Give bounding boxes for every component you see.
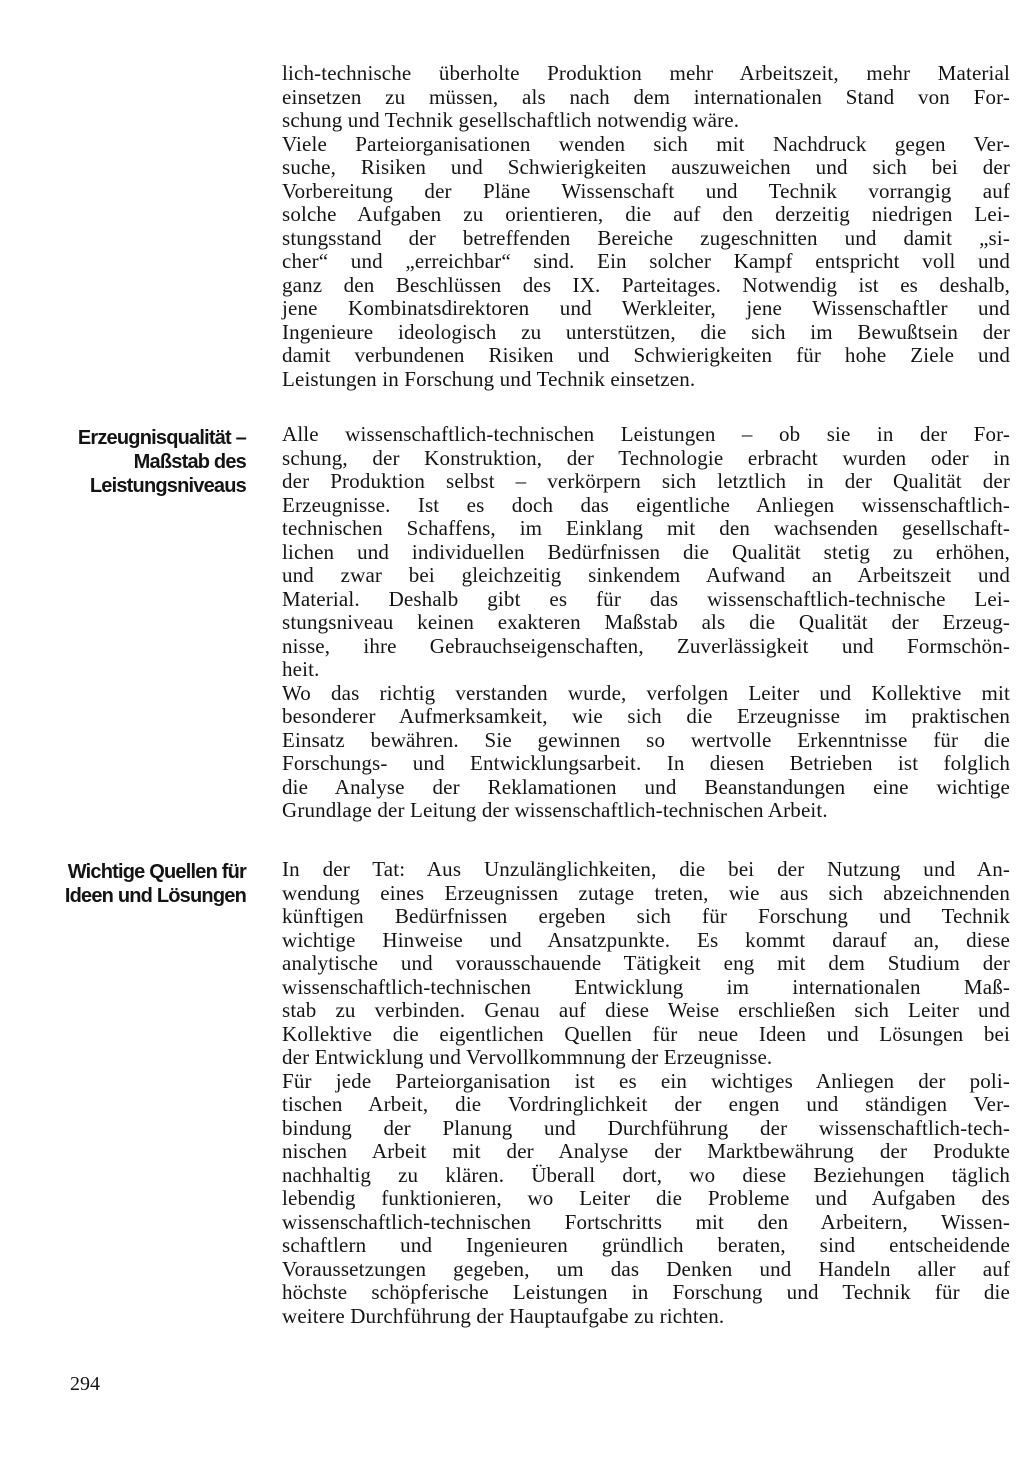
sidenote-line: Maßstab des — [133, 451, 246, 473]
text-line: lich-technische überholte Produktion mehr Arbeitszeit, mehr Material — [282, 61, 1010, 85]
text-line: der Produktion selbst – verkörpern sich letztlich in der Qualität der — [282, 469, 1010, 493]
text-line: stungsniveau keinen exakteren Maßstab als die Qualität der Erzeug- — [282, 610, 1010, 634]
sidenote-line: Ideen und Lösungen — [64, 885, 246, 907]
text-line: weitere Durchführung der Hauptaufgabe zu richten. — [282, 1303, 725, 1328]
text-line: nachhaltig zu klären. Überall dort, wo diese Beziehungen täglich — [282, 1162, 1010, 1187]
paragraph — [282, 682, 1010, 823]
text-line: suche, Risiken und Schwierigkeiten auszuweichen und sich bei der — [282, 155, 1010, 179]
section-wichtige-quellen — [282, 858, 1010, 1328]
paragraph — [282, 423, 1010, 682]
text-line: wendung eines Erzeugnissen zutage treten, wie aus sich abzeichnenden — [282, 880, 1010, 905]
text-line: heit. — [282, 657, 320, 681]
text-line: Viele Parteiorganisationen wenden sich mit Nachdruck gegen Ver- — [282, 131, 1010, 156]
text-line: Einsatz bewähren. Sie gewinnen so wertvolle Erkenntnisse für die — [282, 727, 1010, 752]
text-line: damit verbundenen Risiken und Schwierigkeiten für hohe Ziele und — [282, 343, 1010, 367]
text-line: lichen und individuellen Bedürfnissen die Qualität stetig zu erhöhen, — [282, 539, 1010, 564]
text-line: und zwar bei gleichzeitig sinkendem Aufwand an Arbeitszeit und — [282, 563, 1010, 587]
text-line: einsetzen zu müssen, als nach dem internationalen Stand von For- — [282, 84, 1010, 109]
page-number: 294 — [70, 1373, 100, 1395]
text-line: stungsstand der betreffenden Bereiche zugeschnitten und damit „si- — [282, 225, 1010, 250]
text-line: Vorbereitung der Pläne Wissenschaft und Technik vorrangig auf — [282, 178, 1010, 203]
text-line: stab zu verbinden. Genau auf diese Weise erschließen sich Leiter und — [282, 998, 1010, 1022]
text-line: Ingenieure ideologisch zu unterstützen, die sich im Bewußtsein der — [282, 319, 1010, 344]
paragraph — [282, 858, 1010, 1070]
text-line: wichtige Hinweise und Ansatzpunkte. Es kommt darauf an, diese — [282, 927, 1010, 952]
sidenote-line: Leistungsniveaus — [89, 475, 246, 497]
text-line: bindung der Planung und Durchführung der wissenschaftlich-tech- — [282, 1115, 1010, 1140]
text-line: schaftlern und Ingenieuren gründlich beraten, sind entscheidende — [282, 1233, 1010, 1257]
text-line: solche Aufgaben zu orientieren, die auf den derzeitig niedrigen Lei- — [282, 202, 1010, 226]
text-line: Für jede Parteiorganisation ist es ein wichtiges Anliegen der poli- — [282, 1068, 1010, 1093]
text-line: Alle wissenschaftlich-technischen Leistungen – ob sie in der For- — [282, 422, 1010, 446]
text-line: schung, der Konstruktion, der Technologie erbracht wurden oder in — [282, 445, 1010, 470]
paragraph — [282, 62, 1010, 133]
section-continuation — [282, 62, 1010, 391]
text-line: Voraussetzungen gegeben, um das Denken und Handeln aller auf — [282, 1256, 1010, 1281]
paragraph — [282, 133, 1010, 392]
section-erzeugnisqualitaet — [282, 423, 1010, 823]
text-line: Kollektive die eigentlichen Quellen für neue Ideen und Lösungen bei — [282, 1021, 1010, 1046]
text-line: wissenschaftlich-technischen Fortschritts mit den Arbeitern, Wissen- — [282, 1209, 1010, 1234]
text-line: wissenschaftlich-technischen Entwicklung im internationalen Maß- — [282, 974, 1010, 999]
text-line: Wo das richtig verstanden wurde, verfolgen Leiter und Kollektive mit — [282, 680, 1010, 705]
text-line: Leistungen in Forschung und Technik einsetzen. — [282, 366, 696, 391]
text-line: lebendig funktionieren, wo Leiter die Probleme und Aufgaben des — [282, 1186, 1010, 1210]
text-line: cher“ und „erreichbar“ sind. Ein solcher Kampf entspricht voll und — [282, 249, 1010, 273]
text-line: besonderer Aufmerksamkeit, wie sich die Erzeugnisse im praktischen — [282, 704, 1010, 728]
text-line: analytische und vorausschauende Tätigkeit eng mit dem Studium der — [282, 951, 1010, 975]
sidenote-line: Erzeugnisqualität – — [77, 427, 246, 449]
text-line: Material. Deshalb gibt es für das wissenschaftlich-technische Lei- — [282, 586, 1010, 611]
sidenote-erzeugnisqualitaet — [26, 426, 246, 498]
paragraph — [282, 1070, 1010, 1329]
text-line: schung und Technik gesellschaftlich notwendig wäre. — [282, 108, 740, 132]
text-line: technischen Schaffens, im Einklang mit den wachsenden gesellschaft- — [282, 516, 1010, 540]
text-line: Grundlage der Leitung der wissenschaftlich-technischen Arbeit. — [282, 798, 828, 822]
text-line: die Analyse der Reklamationen und Beanstandungen eine wichtige — [282, 774, 1010, 799]
text-line: Forschungs- und Entwicklungsarbeit. In diesen Betrieben ist folglich — [282, 751, 1010, 775]
text-line: jene Kombinatsdirektoren und Werkleiter, jene Wissenschaftler und — [282, 296, 1010, 320]
text-line: In der Tat: Aus Unzulänglichkeiten, die bei der Nutzung und An- — [282, 857, 1010, 881]
text-line: ganz den Beschlüssen des IX. Parteitages. Notwendig ist es deshalb, — [282, 272, 1010, 297]
text-line: höchste schöpferische Leistungen in Forschung und Technik für die — [282, 1280, 1010, 1304]
text-line: Erzeugnisse. Ist es doch das eigentliche Anliegen wissenschaftlich- — [282, 492, 1010, 517]
sidenote-line: Wichtige Quellen für — [67, 861, 246, 883]
text-line: nischen Arbeit mit der Analyse der Marktbewährung der Produkte — [282, 1139, 1010, 1163]
text-line: künftigen Bedürfnissen ergeben sich für Forschung und Technik — [282, 904, 1010, 928]
text-line: der Entwicklung und Vervollkommnung der Erzeugnisse. — [282, 1045, 773, 1069]
text-line: tischen Arbeit, die Vordringlichkeit der engen und ständigen Ver- — [282, 1092, 1010, 1116]
text-line: nisse, ihre Gebrauchseigenschaften, Zuverlässigkeit und Formschön- — [282, 633, 1010, 658]
sidenote-wichtige-quellen — [26, 860, 246, 908]
